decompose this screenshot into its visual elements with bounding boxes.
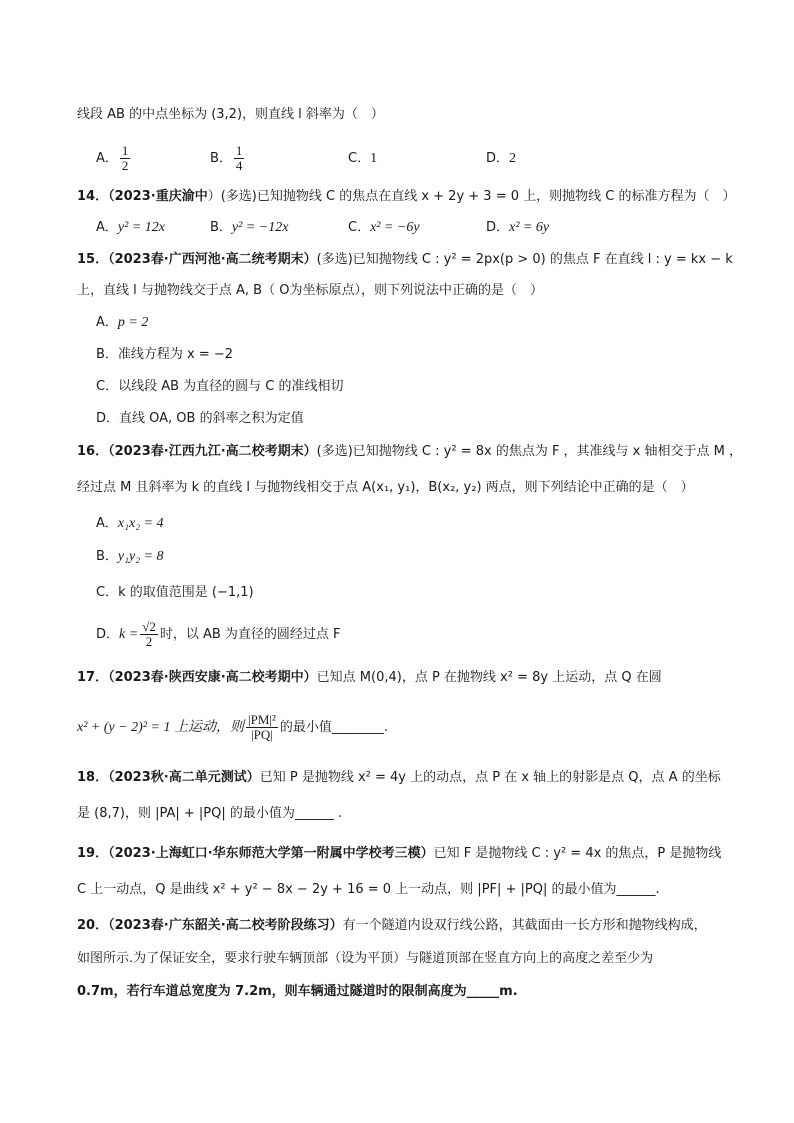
option-text: 准线方程为 x = −2 [117, 347, 234, 362]
question-source: （2023·重庆渝中 [108, 189, 208, 204]
option-text: 以线段 AB 为直径的圆与 C 的准线相切 [118, 379, 344, 394]
option-label: D． [486, 151, 510, 166]
option-label: C． [96, 585, 119, 600]
q13-stem-tail [77, 106, 384, 124]
option-text: k 的取值范围是 (−1,1) [118, 585, 254, 600]
q13-stem-text: 线段 AB 的中点坐标为 (3,2)，则直线 l 斜率为（ ） [77, 107, 384, 122]
option-text: 2 [509, 151, 517, 166]
option-text: p = 2 [117, 315, 149, 330]
question-number: 19． [77, 846, 109, 861]
option-label: B． [96, 347, 118, 362]
q14-option-b [210, 219, 288, 237]
question-source: （2023春·广东韶关·高二校考阶段练习） [108, 918, 343, 933]
fraction-numerator: 1 [235, 143, 243, 158]
question-stem: 已知点 M(0,4)，点 P 在抛物线 x² = 8y 上运动，点 Q 在圆 [316, 670, 662, 685]
question-stem: ）(多选)已知抛物线 C 的焦点在直线 x + 2y + 3 = 0 上，则抛物线 C 的标准方程为（ ） [207, 189, 736, 204]
fraction [140, 620, 158, 649]
q15-option-a [96, 314, 148, 332]
question-stem: 的最小值________. [279, 720, 389, 735]
option-math: k = [119, 627, 139, 642]
question-stem: 有一个隧道内设双行线公路，其截面由一长方形和抛物线构成， [342, 918, 707, 933]
question-stem: 如图所示.为了保证安全，要求行驶车辆顶部（设为平顶）与隧道顶部在竖直方向上的高度之差至少为 [77, 951, 654, 966]
question-number: 17． [77, 670, 109, 685]
option-label: C． [348, 151, 371, 166]
option-text: x² = −6y [370, 220, 420, 235]
question-source: （2023春·广西河池·高二统考期末） [108, 252, 317, 267]
q13-option-b [210, 144, 246, 173]
q14-option-d [486, 219, 549, 237]
q18-stem-line1 [77, 769, 721, 787]
option-label: B． [210, 151, 232, 166]
option-label: B． [210, 220, 232, 235]
q19-stem-line1 [77, 845, 721, 863]
question-number: 14． [77, 189, 109, 204]
q20-stem-line1 [77, 917, 707, 935]
q15-stem-line1 [77, 251, 733, 269]
q17-stem-line2 [77, 713, 388, 743]
q14-option-a [96, 219, 165, 237]
q16-stem-line2 [77, 479, 694, 497]
option-label: C． [348, 220, 371, 235]
q13-option-d [486, 150, 516, 168]
fraction-denominator: |PQ| [251, 727, 273, 742]
q20-stem-line2 [77, 950, 653, 968]
q16-option-c [96, 584, 254, 602]
option-text: 1 [370, 151, 378, 166]
q17-stem-line1 [77, 669, 662, 687]
q13-option-c [348, 150, 377, 168]
option-text: x₁x₂ = 4 [117, 516, 164, 531]
option-label: D． [486, 220, 510, 235]
question-stem: 是 (8,7)，则 |PA| + |PQ| 的最小值为______ . [77, 806, 343, 821]
question-number: 18． [77, 770, 109, 785]
fraction-denominator: 2 [121, 158, 129, 173]
fraction-denominator: 4 [235, 158, 243, 173]
option-text: 直线 OA, OB 的斜率之积为定值 [119, 411, 304, 426]
fraction-numerator: |PM|² [248, 712, 276, 727]
option-label: A． [96, 220, 118, 235]
q13-option-a [96, 144, 132, 173]
q20-stem-line3 [77, 983, 518, 1001]
question-stem: 经过点 M 且斜率为 k 的直线 l 与抛物线相交于点 A(x₁, y₁)，B(x₂, y₂) 两点，则下列结论中正确的是（ ） [77, 480, 694, 495]
question-source: （2023春·陕西安康·高二校考期中） [108, 670, 317, 685]
question-stem: (多选)已知抛物线 C : y² = 8x 的焦点为 F ，其准线与 x 轴相交于点 M ， [316, 444, 742, 459]
question-stem: 已知 P 是抛物线 x² = 4y 上的动点，点 P 在 x 轴上的射影是点 Q，点 A 的坐标 [259, 770, 721, 785]
question-stem: 上，直线 l 与抛物线交于点 A, B（ O为坐标原点），则下列说法中正确的是（ ） [77, 283, 543, 298]
q15-option-d [96, 410, 304, 428]
fraction-denominator: 2 [145, 634, 153, 649]
q15-option-b [96, 346, 233, 364]
question-number: 20． [77, 918, 109, 933]
question-stem: 已知 F 是抛物线 C : y² = 4x 的焦点，P 是抛物线 [433, 846, 722, 861]
q19-stem-line2 [77, 881, 660, 899]
option-label: C． [96, 379, 119, 394]
fraction [120, 144, 131, 173]
option-text: y² = −12x [231, 220, 289, 235]
option-label: A． [96, 151, 118, 166]
option-text: 时，以 AB 为直径的圆经过点 F [159, 627, 341, 642]
q16-option-b [96, 548, 164, 566]
question-stem: x² + (y − 2)² = 1 上运动，则 [77, 720, 244, 735]
fraction [234, 144, 245, 173]
question-source: （2023·上海虹口·华东师范大学第一附属中学校考三模） [108, 846, 434, 861]
question-source: （2023秋·高二单元测试） [108, 770, 260, 785]
question-source: （2023春·江西九江·高二校考期末） [108, 444, 317, 459]
fraction-numerator: √2 [142, 619, 156, 634]
option-label: B． [96, 549, 118, 564]
question-stem: (多选)已知抛物线 C : y² = 2px(p > 0) 的焦点 F 在直线 l : y = kx − k [316, 252, 733, 267]
option-text: y₁y₂ = 8 [117, 549, 164, 564]
fraction [246, 713, 278, 742]
option-text: x² = 6y [509, 220, 550, 235]
option-label: D． [96, 627, 120, 642]
q14-stem [77, 188, 735, 206]
question-number: 15． [77, 252, 109, 267]
question-stem: C 上一动点，Q 是曲线 x² + y² − 8x − 2y + 16 = 0 上一动点，则 |PF| + |PQ| 的最小值为______. [77, 882, 660, 897]
q15-option-c [96, 378, 344, 396]
q16-option-d [96, 620, 341, 649]
q14-option-c [348, 219, 420, 237]
fraction-numerator: 1 [121, 143, 129, 158]
q15-stem-line2 [77, 282, 543, 300]
option-label: D． [96, 411, 120, 426]
question-number: 16． [77, 444, 109, 459]
option-label: A． [96, 516, 118, 531]
q16-stem-line1 [77, 443, 742, 461]
q16-option-a [96, 515, 164, 533]
question-stem: 0.7m，若行车道总宽度为 7.2m，则车辆通过隧道时的限制高度为_____m. [77, 984, 518, 999]
option-text: y² = 12x [117, 220, 165, 235]
option-label: A． [96, 315, 118, 330]
q18-stem-line2 [77, 805, 342, 823]
